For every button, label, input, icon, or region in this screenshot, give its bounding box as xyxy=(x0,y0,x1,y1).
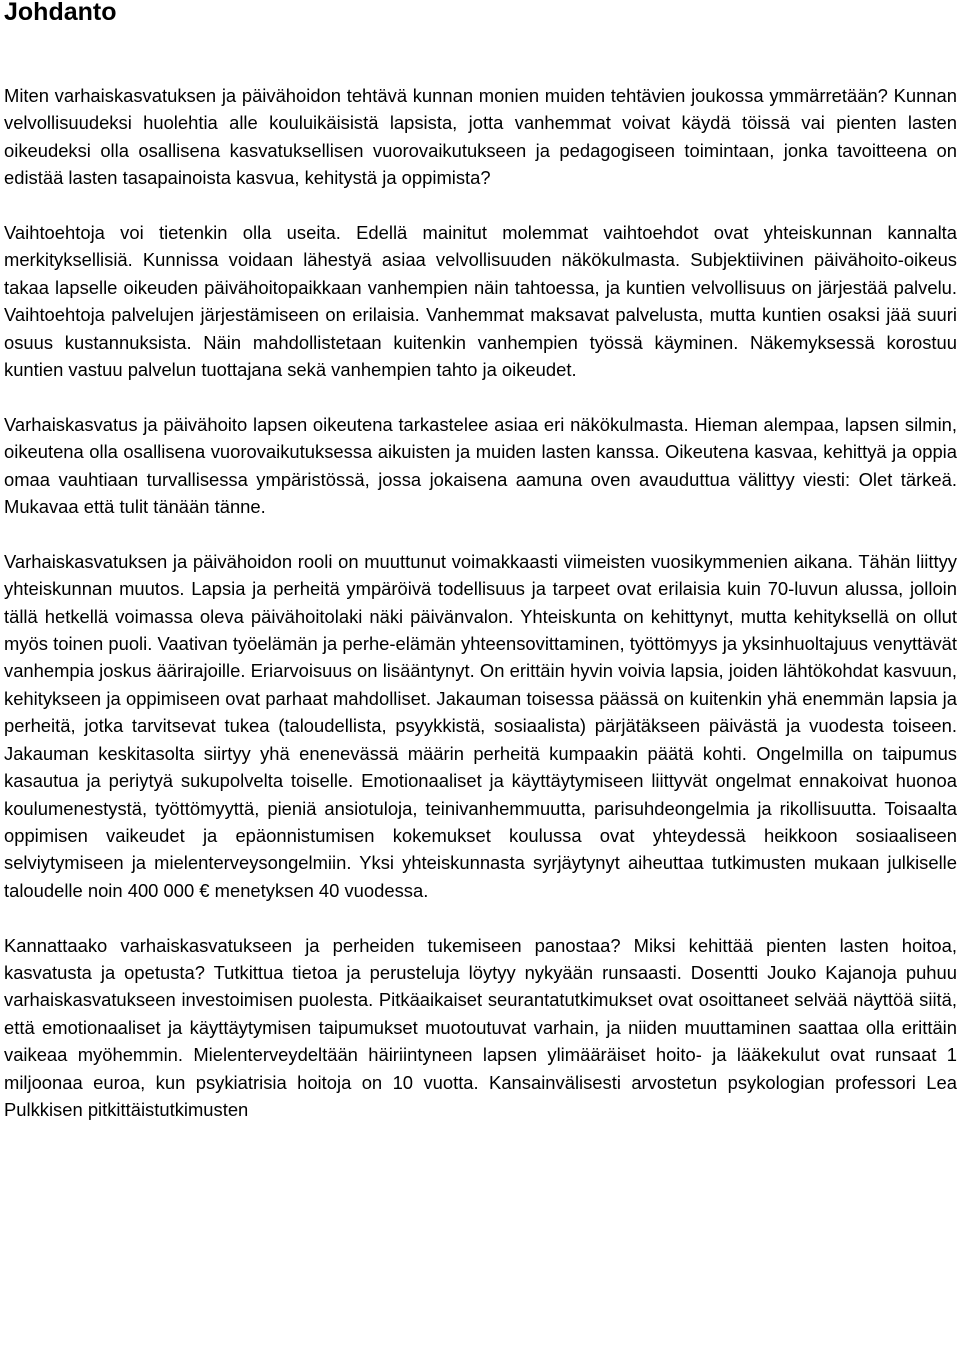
paragraph-intro-question: Miten varhaiskasvatuksen ja päivähoidon tehtävä kunnan monien muiden tehtävien joukossa ymmärretään? Kunnan velvollisuudeksi huolehtia alle kouluikäisistä lapsista, jotta vanhemmat voivat käydä töissä vai pienten lasten oikeudeksi olla osallisena kasvatuksellisen vuorovaikutukseen ja pedagogiseen toimintaan, jonka tavoitteena on edistää lasten tasapainoista kasvua, kehitystä ja oppimista? xyxy=(4,85,957,189)
page-title: Johdanto xyxy=(4,0,117,26)
paragraph-child-rights: Varhaiskasvatus ja päivähoito lapsen oikeutena tarkastelee asiaa eri näkökulmasta. Hieman alempaa, lapsen silmin, oikeutena olla osallisena vuorovaikutuksessa aikuisten ja muiden lasten kanssa. Oikeutena kasvaa, kehittyä ja oppia omaa vauhtiaan turvallisessa ympäristössä, jossa jokaisena aamuna oven avauduttua välittyy viesti: Olet tärkeä. Mukavaa että tulit tänään tänne. xyxy=(4,413,957,518)
document-page xyxy=(4,0,957,1123)
paragraph-alternatives: Vaihtoehtoja voi tietenkin olla useita. Edellä mainitut molemmat vaihtoehdot ovat yhteiskunnan kannalta merkityksellisiä. Kunnissa voidaan lähestyä asiaa velvollisuuden näkökulmasta. Subjektiivinen päivähoito-oikeus takaa lapselle oikeuden päivähoitopaikkaan vanhempien näin tahtoessa, ja kuntien velvollisuus on järjestää palvelu. Vaihtoehtoja palvelujen järjestämiseen on erilaisia. Vanhemmat maksavat palvelusta, mutta kuntien osaksi jää suuri osuus kustannuksista. Näin mahdollistetaan kuitenkin vanhempien työssä käyminen. Näkemyksessä korostuu kuntien vastuu palvelun tuottajana sekä vanhempien tahto ja oikeudet. xyxy=(4,222,957,381)
paragraph-changing-role: Varhaiskasvatuksen ja päivähoidon rooli on muuttunut voimakkaasti viimeisten vuosikymmenien aikana. Tähän liittyy yhteiskunnan muutos. Lapsia ja perheitä ympäröivä todellisuus ja tarpeet ovat erilaisia kuin 70-luvun alussa, jolloin tällä hetkellä voimassa oleva päivähoitolaki näki päivänvalon. Yhteiskunta on kehittynyt, mutta kehityksellä on ollut myös toinen puoli. Vaativan työelämän ja perhe-elämän yhteensovittaminen, työttömyys ja yksinhuoltajuus venyttävät vanhempia joskus äärirajoille. Eriarvoisuus on lisääntynyt. On erittäin hyvin voivia lapsia, joiden lähtökohdat kasvuun, kehitykseen ja oppimiseen ovat parhaat mahdolliset. Jakauman toisessa päässä on kuitenkin yhä enemmän lapsia ja perheitä, jotka tarvitsevat tukea (taloudellista, psyykkistä, sosiaalista) pärjätäkseen päivästä ja vuodesta toiseen. Jakauman keskitasolta siirtyy yhä enenevässä määrin perheitä kumpaakin päätä kohti. Ongelmilla on taipumus kasautua ja periytyä sukupolvelta toiselle. Emotionaaliset ja käyttäytymiseen liittyvät ongelmat ennakoivat huonoa koulumenestystä, työttömyyttä, pieniä ansiotuloja, teinivanhemmuutta, parisuhdeongelmia ja rikollisuutta. Toisaalta oppimisen vaikeudet ja epäonnistumisen kokemukset koulussa ovat yhteydessä heikkoon sosiaaliseen selviytymiseen ja mielenterveysongelmiin. Yksi yhteiskunnasta syrjäytynyt aiheuttaa tutkimusten mukaan julkiselle taloudelle noin 400 000 € menetyksen 40 vuodessa. xyxy=(4,550,957,901)
paragraph-investment: Kannattaako varhaiskasvatukseen ja perheiden tukemiseen panostaa? Miksi kehittää pienten lasten hoitoa, kasvatusta ja opetusta? Tutkittua tietoa ja perusteluja löytyy nykyään runsaasti. Dosentti Jouko Kajanoja puhuu varhaiskasvatukseen investoimisen puolesta. Pitkäaikaiset seurantatutkimukset ovat osoittaneet selvää näyttöä siitä, että emotionaaliset ja käyttäytymisen taipumukset muotoutuvat varhain, ja niiden muuttaminen saattaa olla erittäin vaikeaa myöhemmin. Mielenterveydeltään häiriintyneen lapsen ylimääräiset hoito- ja lääkekulut ovat runsaat 1 miljoonaa euroa, kun psykiatrisia hoitoja on 10 vuotta. Kansainvälisesti arvostetun psykologian professori Lea Pulkkisen pitkittäistutkimusten xyxy=(4,934,957,1120)
